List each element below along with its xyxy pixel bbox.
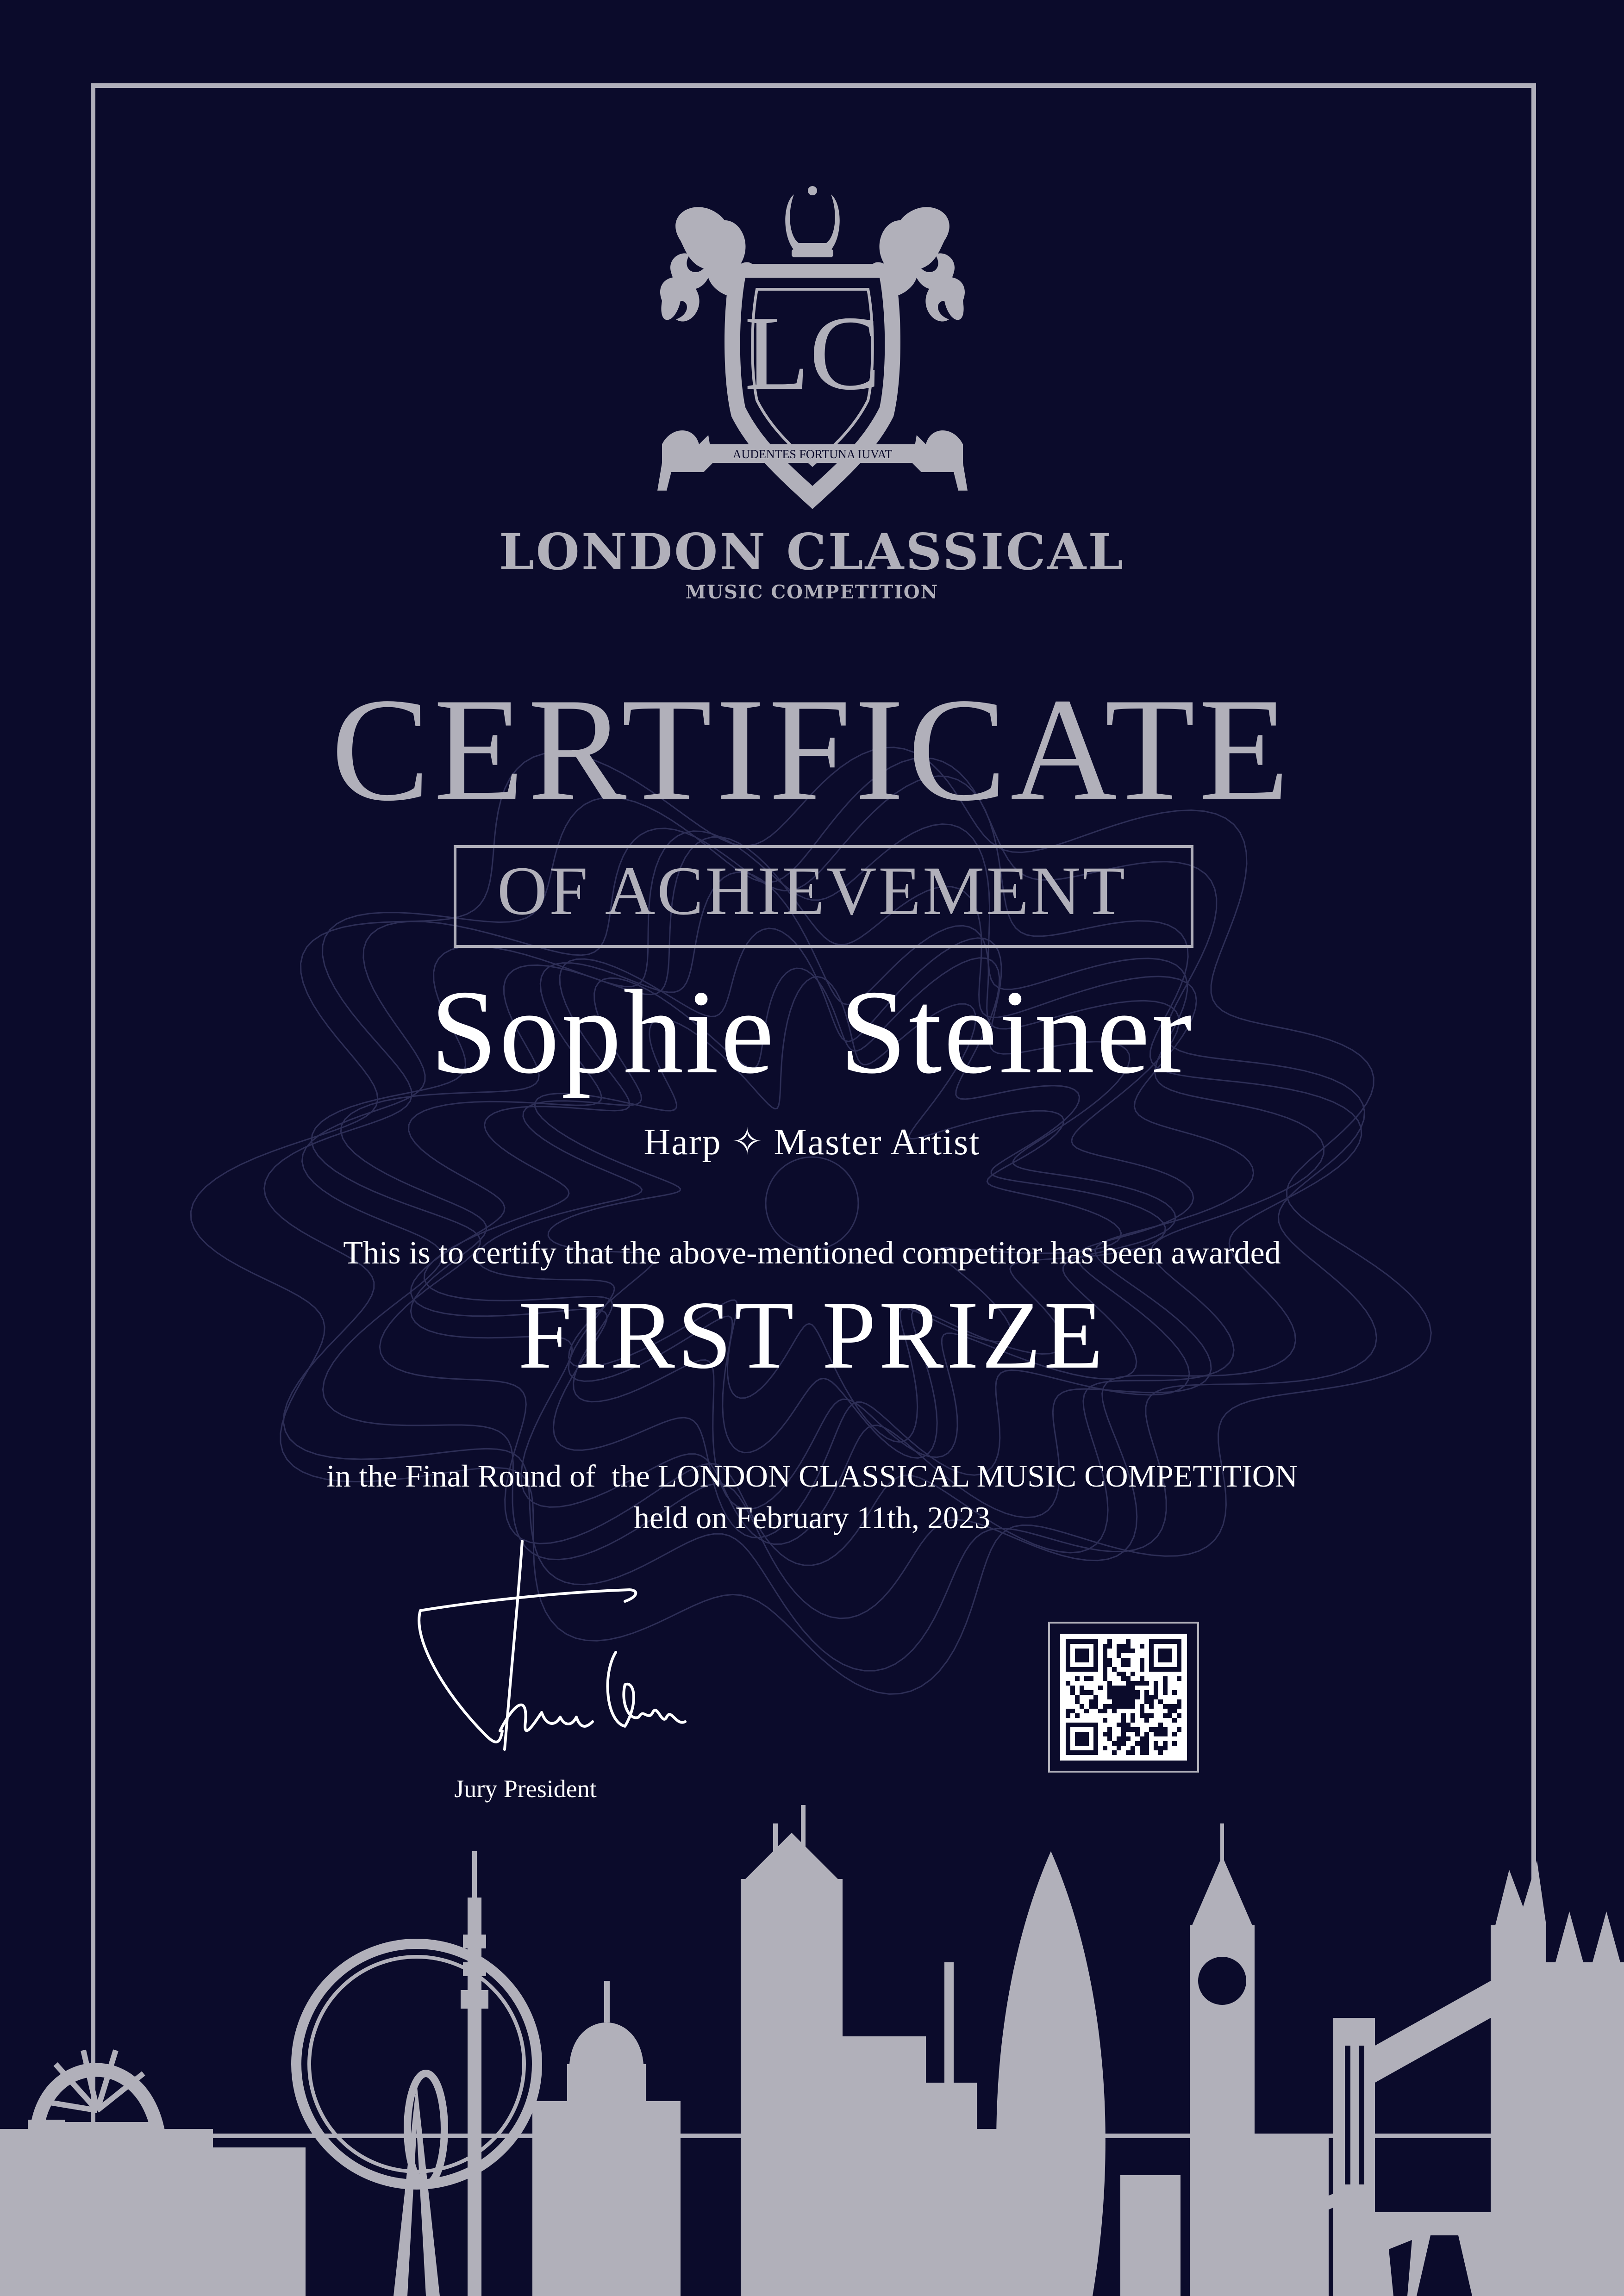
- handwritten-signature-icon: [407, 1527, 741, 1768]
- signature-caption: Jury President: [454, 1775, 597, 1803]
- crest-monogram: LC: [744, 294, 881, 412]
- qr-code-icon[interactable]: [1048, 1622, 1199, 1773]
- crest-motto: AUDENTES FORTUNA IUVAT: [732, 448, 893, 461]
- organization-name: LONDON CLASSICAL: [499, 523, 1125, 581]
- award-round-line: in the Final Round of the LONDON CLASSICAL MUSIC COMPETITION: [326, 1458, 1298, 1493]
- award-statement: This is to certify that the above-mentioned competitor has been awarded: [343, 1235, 1281, 1271]
- award-prize: FIRST PRIZE: [518, 1282, 1106, 1389]
- lyre-crest-icon: [643, 185, 981, 518]
- certificate-title: CERTIFICATE: [331, 668, 1293, 832]
- recipient-name: Sophie Steiner: [430, 965, 1194, 1099]
- recipient-discipline: Harp ✧ Master Artist: [643, 1122, 981, 1163]
- london-skyline-icon: [0, 1805, 1624, 2296]
- organization-subtitle: MUSIC COMPETITION: [685, 581, 939, 603]
- certificate-subtitle: OF ACHIEVEMENT: [497, 852, 1127, 929]
- award-date-line: held on February 11th, 2023: [634, 1500, 990, 1535]
